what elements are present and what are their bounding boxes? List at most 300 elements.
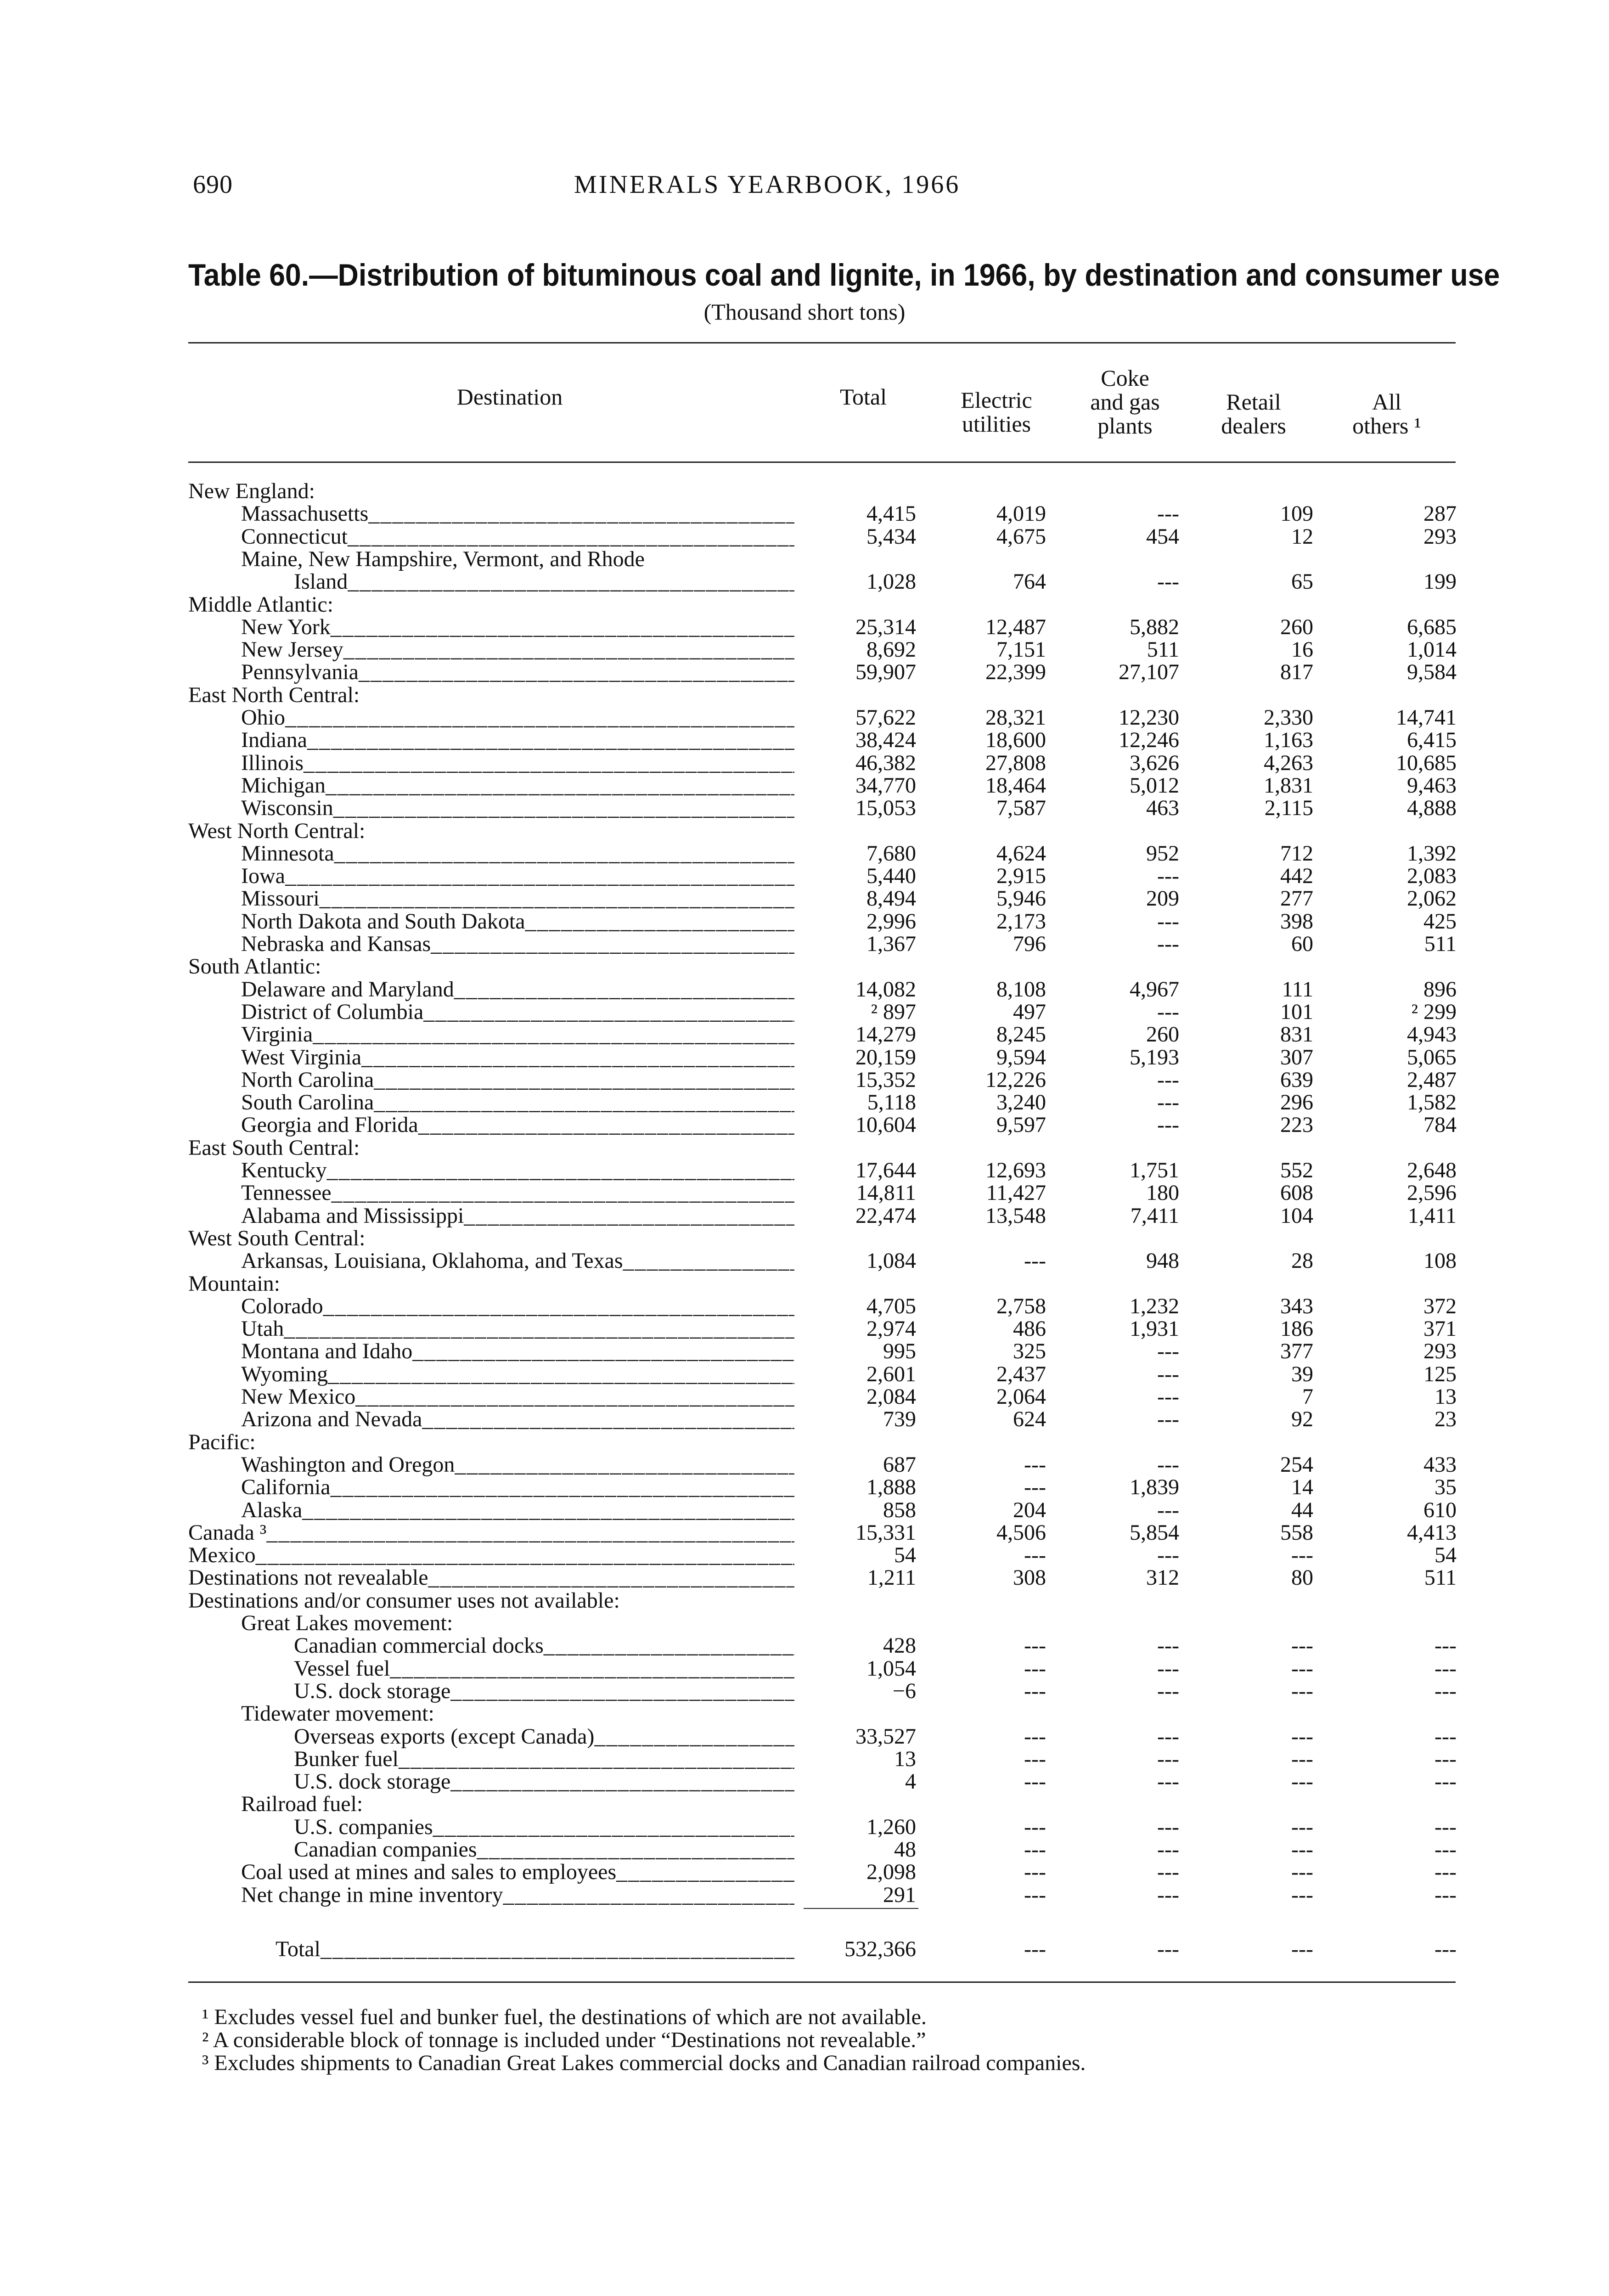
- table-row: [0, 1521, 1609, 1544]
- cell-retail: 12: [1291, 524, 1313, 549]
- cell-electric: 2,758: [996, 1294, 1046, 1318]
- cell-total: 8,692: [866, 637, 916, 662]
- table-row: [0, 1091, 1609, 1114]
- cell-retail: 101: [1280, 999, 1313, 1024]
- table-row: [0, 1634, 1609, 1657]
- cell-electric: ---: [1024, 1837, 1046, 1862]
- cell-total: 57,622: [855, 705, 916, 730]
- table-row: [0, 865, 1609, 888]
- cell-electric: ---: [1024, 1633, 1046, 1658]
- table-section-heading: [0, 1137, 1609, 1159]
- cell-total: 2,996: [866, 909, 916, 934]
- total-value: 532,366: [844, 1937, 916, 1961]
- cell-coke: ---: [1157, 1384, 1179, 1409]
- cell-others: 9,584: [1407, 660, 1457, 685]
- table-row: [0, 1476, 1609, 1499]
- row-label: Destinations not revealable _____: [188, 1566, 794, 1589]
- row-label: California _____: [241, 1476, 794, 1499]
- cell-coke: 1,232: [1130, 1294, 1179, 1318]
- cell-retail: 398: [1280, 909, 1313, 934]
- cell-retail: 1,831: [1264, 773, 1313, 798]
- col-coke-3: plants: [1097, 413, 1153, 439]
- cell-others: 287: [1423, 501, 1457, 526]
- cell-retail: ---: [1291, 1746, 1313, 1771]
- cell-retail: 712: [1280, 841, 1313, 866]
- row-label: Great Lakes movement:: [241, 1611, 453, 1635]
- cell-total: 1,260: [866, 1814, 916, 1839]
- cell-total: 34,770: [855, 773, 916, 798]
- cell-electric: ---: [1024, 1543, 1046, 1568]
- cell-coke: ---: [1157, 501, 1179, 526]
- cell-electric: 2,064: [996, 1384, 1046, 1409]
- table-row: [0, 1204, 1609, 1227]
- cell-others: 2,083: [1407, 864, 1457, 889]
- cell-others: 1,014: [1407, 637, 1457, 662]
- cell-others: ---: [1435, 1633, 1457, 1658]
- cell-retail: 277: [1280, 886, 1313, 911]
- table-section-heading: [0, 593, 1609, 616]
- footnote-2: ² A considerable block of tonnage is included under “Destinations not revealable.”: [202, 2028, 926, 2052]
- cell-total: 7,680: [866, 841, 916, 866]
- cell-coke: 312: [1146, 1565, 1179, 1590]
- cell-others: ---: [1435, 1882, 1457, 1907]
- cell-electric: 486: [1013, 1317, 1046, 1341]
- cell-coke: ---: [1157, 1497, 1179, 1522]
- cell-retail: ---: [1291, 1860, 1313, 1885]
- table-row: [0, 729, 1609, 752]
- row-label: Canada ³ _____: [188, 1521, 794, 1544]
- cell-others: 2,648: [1407, 1158, 1457, 1182]
- header-rule: [188, 461, 1456, 463]
- cell-others: 371: [1423, 1317, 1457, 1341]
- cell-coke: ---: [1157, 1837, 1179, 1862]
- cell-coke: ---: [1157, 1769, 1179, 1794]
- row-label: East South Central:: [188, 1135, 360, 1160]
- cell-others: 125: [1423, 1362, 1457, 1386]
- cell-total: 22,474: [855, 1203, 916, 1228]
- table-row: [0, 1884, 1609, 1907]
- cell-electric: 13,548: [985, 1203, 1046, 1228]
- row-label: Wisconsin _____: [241, 797, 794, 820]
- table-row: [0, 1023, 1609, 1046]
- table-row: [0, 1725, 1609, 1748]
- cell-coke: 5,193: [1130, 1045, 1179, 1069]
- table-section-heading: [0, 684, 1609, 707]
- table-row: [0, 1295, 1609, 1318]
- row-label: Pennsylvania _____: [241, 661, 794, 684]
- cell-retail: ---: [1291, 1656, 1313, 1681]
- cell-others: 896: [1423, 977, 1457, 1002]
- cell-retail: 92: [1291, 1407, 1313, 1432]
- cell-coke: ---: [1157, 909, 1179, 934]
- cell-coke: ---: [1157, 1678, 1179, 1703]
- cell-coke: 1,839: [1130, 1475, 1179, 1500]
- top-rule: [188, 342, 1456, 343]
- cell-coke: ---: [1157, 999, 1179, 1024]
- cell-total: 1,367: [866, 932, 916, 956]
- cell-electric: 18,464: [985, 773, 1046, 798]
- cell-electric: 624: [1013, 1407, 1046, 1432]
- table-section-heading: [0, 1793, 1609, 1816]
- row-label: Delaware and Maryland _____: [241, 978, 794, 1001]
- cell-total: 48: [894, 1837, 916, 1862]
- table-row: [0, 1680, 1609, 1703]
- total-row: [0, 1938, 1609, 1961]
- col-electric-2: utilities: [962, 411, 1031, 437]
- cell-others: ---: [1435, 1837, 1457, 1862]
- cell-coke: ---: [1157, 1067, 1179, 1092]
- row-label: Destinations and/or consumer uses not available:: [188, 1588, 620, 1613]
- row-label: West South Central:: [188, 1226, 366, 1250]
- cell-others: 6,685: [1407, 614, 1457, 639]
- cell-coke: ---: [1157, 569, 1179, 594]
- cell-electric: 8,245: [996, 1022, 1046, 1047]
- cell-retail: 260: [1280, 614, 1313, 639]
- cell-total: 14,811: [856, 1181, 916, 1205]
- row-label: Arkansas, Louisiana, Oklahoma, and Texas _____: [241, 1249, 794, 1272]
- cell-electric: 2,173: [996, 909, 1046, 934]
- row-label: Virginia _____: [241, 1023, 794, 1046]
- row-label: Illinois _____: [241, 752, 794, 775]
- cell-total: 15,053: [855, 796, 916, 821]
- cell-retail: 16: [1291, 637, 1313, 662]
- row-label: Alaska _____: [241, 1499, 794, 1522]
- row-label: Overseas exports (except Canada) _____: [294, 1725, 794, 1748]
- cell-coke: 209: [1146, 886, 1179, 911]
- cell-coke: 3,626: [1130, 750, 1179, 775]
- row-label: Arizona and Nevada _____: [241, 1408, 794, 1431]
- cell-retail: 60: [1291, 932, 1313, 956]
- cell-coke: ---: [1157, 1543, 1179, 1568]
- cell-coke: 5,012: [1130, 773, 1179, 798]
- cell-others: 1,411: [1407, 1203, 1457, 1228]
- cell-others: 5,065: [1407, 1045, 1457, 1069]
- table-row: [0, 910, 1609, 933]
- cell-coke: 27,107: [1119, 660, 1179, 685]
- cell-electric: 3,240: [996, 1090, 1046, 1115]
- cell-coke: 952: [1146, 841, 1179, 866]
- table-row: [0, 842, 1609, 865]
- cell-retail: 223: [1280, 1113, 1313, 1137]
- table-row: [0, 752, 1609, 775]
- table-row: [0, 1657, 1609, 1680]
- cell-coke: ---: [1157, 864, 1179, 889]
- cell-retail: 254: [1280, 1452, 1313, 1477]
- cell-retail: ---: [1291, 1814, 1313, 1839]
- cell-electric: 27,808: [985, 750, 1046, 775]
- cell-electric: 9,594: [996, 1045, 1046, 1069]
- cell-total: 17,644: [855, 1158, 916, 1182]
- cell-total: 15,352: [855, 1067, 916, 1092]
- cell-electric: 5,946: [996, 886, 1046, 911]
- table-row: [0, 887, 1609, 910]
- cell-electric: ---: [1024, 1678, 1046, 1703]
- cell-coke: ---: [1157, 1113, 1179, 1137]
- cell-retail: 817: [1280, 660, 1313, 685]
- cell-others: 2,062: [1407, 886, 1457, 911]
- cell-others: 1,392: [1407, 841, 1457, 866]
- cell-retail: ---: [1291, 1882, 1313, 1907]
- table-row: [0, 616, 1609, 639]
- cell-total: 739: [883, 1407, 916, 1432]
- cell-electric: 7,151: [996, 637, 1046, 662]
- cell-total: 4,415: [866, 501, 916, 526]
- cell-others: 14,741: [1396, 705, 1457, 730]
- running-title: MINERALS YEARBOOK, 1966: [574, 170, 961, 199]
- cell-total: −6: [892, 1678, 916, 1703]
- row-label: Pacific:: [188, 1429, 256, 1454]
- cell-electric: 22,399: [985, 660, 1046, 685]
- row-label: Connecticut _____: [241, 525, 794, 548]
- cell-electric: 4,675: [996, 524, 1046, 549]
- cell-others: 2,487: [1407, 1067, 1457, 1092]
- cell-others: 784: [1423, 1113, 1457, 1137]
- cell-others: 10,685: [1396, 750, 1457, 775]
- cell-electric: 4,019: [996, 501, 1046, 526]
- cell-others: 6,415: [1407, 728, 1457, 753]
- cell-coke: 454: [1146, 524, 1179, 549]
- cell-coke: ---: [1157, 1860, 1179, 1885]
- row-label: Michigan _____: [241, 774, 794, 797]
- total-coke: ---: [1157, 1937, 1179, 1961]
- cell-retail: 65: [1291, 569, 1313, 594]
- table-row: [0, 1408, 1609, 1431]
- table-row: [0, 502, 1609, 525]
- cell-total: 687: [883, 1452, 916, 1477]
- cell-others: 13: [1435, 1384, 1457, 1409]
- table-row: [0, 706, 1609, 729]
- table-section-heading: [0, 480, 1609, 503]
- cell-retail: ---: [1291, 1769, 1313, 1794]
- row-label: Tennessee _____: [241, 1182, 794, 1204]
- cell-electric: ---: [1024, 1769, 1046, 1794]
- cell-others: 293: [1423, 524, 1457, 549]
- row-label: Bunker fuel _____: [294, 1748, 794, 1771]
- row-label: Net change in mine inventory _____: [241, 1884, 794, 1907]
- footnote-1: ¹ Excludes vessel fuel and bunker fuel, the destinations of which are not available.: [202, 2005, 927, 2029]
- cell-total: 1,028: [866, 569, 916, 594]
- cell-retail: 104: [1280, 1203, 1313, 1228]
- col-others-2: others ¹: [1352, 413, 1421, 439]
- row-label: Vessel fuel _____: [294, 1657, 794, 1680]
- table-row: [0, 1544, 1609, 1567]
- cell-electric: 12,226: [985, 1067, 1046, 1092]
- row-label: New Mexico _____: [241, 1385, 794, 1408]
- table-row: [0, 570, 1609, 593]
- row-label: New Jersey _____: [241, 638, 794, 661]
- total-others: ---: [1435, 1937, 1457, 1961]
- table-row: [0, 1499, 1609, 1522]
- row-label: Minnesota _____: [241, 842, 794, 865]
- row-label: Canadian commercial docks _____: [294, 1634, 794, 1657]
- cell-coke: ---: [1157, 1633, 1179, 1658]
- cell-retail: 80: [1291, 1565, 1313, 1590]
- cell-coke: ---: [1157, 1656, 1179, 1681]
- cell-retail: ---: [1291, 1678, 1313, 1703]
- row-label: Kentucky _____: [241, 1159, 794, 1182]
- row-label: U.S. dock storage _____: [294, 1770, 794, 1793]
- table-section-heading: [0, 955, 1609, 978]
- cell-others: ---: [1435, 1656, 1457, 1681]
- row-label: U.S. companies _____: [294, 1816, 794, 1839]
- cell-electric: 204: [1013, 1497, 1046, 1522]
- cell-electric: 497: [1013, 999, 1046, 1024]
- cell-coke: 12,230: [1119, 705, 1179, 730]
- cell-electric: 4,506: [996, 1520, 1046, 1545]
- row-label: Nebraska and Kansas _____: [241, 933, 794, 956]
- table-section-heading: [0, 1431, 1609, 1454]
- row-label: Tidewater movement:: [241, 1701, 434, 1726]
- row-label: Mexico _____: [188, 1544, 794, 1567]
- table-row: [0, 1069, 1609, 1092]
- row-label: Maine, New Hampshire, Vermont, and Rhode: [241, 546, 645, 571]
- cell-others: 54: [1435, 1543, 1457, 1568]
- row-label: New England:: [188, 479, 315, 503]
- cell-coke: 7,411: [1130, 1203, 1179, 1228]
- col-electric-1: Electric: [961, 387, 1032, 413]
- cell-electric: ---: [1024, 1249, 1046, 1273]
- cell-electric: 4,624: [996, 841, 1046, 866]
- cell-total: 14,279: [855, 1022, 916, 1047]
- cell-total: 59,907: [855, 660, 916, 685]
- cell-coke: ---: [1157, 1724, 1179, 1749]
- cell-coke: 1,751: [1130, 1158, 1179, 1182]
- cell-electric: ---: [1024, 1656, 1046, 1681]
- col-retail-2: dealers: [1221, 413, 1286, 439]
- cell-total: 2,974: [866, 1317, 916, 1341]
- cell-others: ---: [1435, 1814, 1457, 1839]
- cell-total: 15,331: [855, 1520, 916, 1545]
- cell-coke: ---: [1157, 1339, 1179, 1364]
- cell-others: 35: [1435, 1475, 1457, 1500]
- row-label: Middle Atlantic:: [188, 592, 333, 617]
- cell-electric: 8,108: [996, 977, 1046, 1002]
- cell-total: 38,424: [855, 728, 916, 753]
- cell-total: 995: [883, 1339, 916, 1364]
- cell-electric: 7,587: [996, 796, 1046, 821]
- row-label: Railroad fuel:: [241, 1792, 363, 1817]
- table-row: [0, 1566, 1609, 1589]
- cell-total: 4,705: [866, 1294, 916, 1318]
- cell-others: 293: [1423, 1339, 1457, 1364]
- row-label: Canadian companies _____: [294, 1838, 794, 1861]
- row-label: South Carolina _____: [241, 1091, 794, 1114]
- cell-retail: 7: [1302, 1384, 1313, 1409]
- col-others-1: All: [1372, 389, 1401, 415]
- cell-retail: 186: [1280, 1317, 1313, 1341]
- cell-retail: 39: [1291, 1362, 1313, 1386]
- row-label: West North Central:: [188, 818, 366, 843]
- cell-retail: 296: [1280, 1090, 1313, 1115]
- cell-electric: 308: [1013, 1565, 1046, 1590]
- table-row: [0, 1046, 1609, 1069]
- cell-coke: ---: [1157, 1882, 1179, 1907]
- cell-electric: 2,437: [996, 1362, 1046, 1386]
- cell-others: ---: [1435, 1860, 1457, 1885]
- cell-electric: 2,915: [996, 864, 1046, 889]
- table-section-heading: [0, 1612, 1609, 1635]
- table-row: [0, 1385, 1609, 1408]
- cell-retail: 307: [1280, 1045, 1313, 1069]
- cell-others: 511: [1424, 932, 1457, 956]
- col-coke-2: and gas: [1090, 389, 1160, 415]
- cell-coke: 948: [1146, 1249, 1179, 1273]
- table-row: [0, 1317, 1609, 1340]
- cell-total: 8,494: [866, 886, 916, 911]
- cell-total: 1,211: [867, 1565, 916, 1590]
- table-section-heading: [0, 1272, 1609, 1295]
- cell-others: 9,463: [1407, 773, 1457, 798]
- cell-electric: ---: [1024, 1882, 1046, 1907]
- cell-retail: 442: [1280, 864, 1313, 889]
- cell-total: 1,888: [866, 1475, 916, 1500]
- row-label: Washington and Oregon _____: [241, 1453, 794, 1476]
- row-label: Massachusetts _____: [241, 502, 794, 525]
- cell-electric: 12,487: [985, 614, 1046, 639]
- cell-total: 858: [883, 1497, 916, 1522]
- cell-others: 4,943: [1407, 1022, 1457, 1047]
- footnote-3: ³ Excludes shipments to Canadian Great Lakes commercial docks and Canadian railroad companies.: [202, 2051, 1086, 2075]
- cell-coke: ---: [1157, 932, 1179, 956]
- page-number: 690: [193, 170, 233, 199]
- cell-total: 20,159: [855, 1045, 916, 1069]
- cell-total: 2,098: [866, 1860, 916, 1885]
- table-section-heading: [0, 1589, 1609, 1612]
- table-unit: (Thousand short tons): [703, 299, 906, 325]
- cell-others: ² 299: [1411, 999, 1457, 1024]
- cell-total: 10,604: [855, 1113, 916, 1137]
- row-label: Island _____: [294, 570, 794, 593]
- row-label: New York _____: [241, 616, 794, 639]
- cell-others: 1,582: [1407, 1090, 1457, 1115]
- cell-others: 372: [1423, 1294, 1457, 1318]
- cell-retail: 377: [1280, 1339, 1313, 1364]
- cell-coke: 180: [1146, 1181, 1179, 1205]
- cell-others: 108: [1423, 1249, 1457, 1273]
- cell-retail: 552: [1280, 1158, 1313, 1182]
- cell-total: 4: [905, 1769, 916, 1794]
- row-label: Coal used at mines and sales to employees _____: [241, 1861, 794, 1884]
- table-row: [0, 1249, 1609, 1272]
- cell-retail: 558: [1280, 1520, 1313, 1545]
- cell-others: 610: [1423, 1497, 1457, 1522]
- row-label: Ohio _____: [241, 706, 794, 729]
- cell-retail: 44: [1291, 1497, 1313, 1522]
- cell-total: 428: [883, 1633, 916, 1658]
- cell-retail: ---: [1291, 1724, 1313, 1749]
- cell-coke: ---: [1157, 1452, 1179, 1477]
- cell-total: 2,601: [866, 1362, 916, 1386]
- row-label: Iowa _____: [241, 865, 794, 888]
- cell-retail: 608: [1280, 1181, 1313, 1205]
- cell-total: 291: [883, 1882, 916, 1907]
- cell-coke: 511: [1147, 637, 1179, 662]
- cell-retail: 28: [1291, 1249, 1313, 1273]
- cell-others: 425: [1423, 909, 1457, 934]
- cell-total: 1,084: [866, 1249, 916, 1273]
- cell-others: ---: [1435, 1678, 1457, 1703]
- cell-others: 2,596: [1407, 1181, 1457, 1205]
- table-row: [0, 1816, 1609, 1839]
- cell-electric: 12,693: [985, 1158, 1046, 1182]
- row-label: South Atlantic:: [188, 954, 321, 979]
- cell-coke: 5,882: [1130, 614, 1179, 639]
- total-label: Total _____: [276, 1938, 794, 1961]
- col-total: Total: [839, 384, 887, 410]
- cell-others: ---: [1435, 1769, 1457, 1794]
- total-electric: ---: [1024, 1937, 1046, 1961]
- cell-coke: 4,967: [1130, 977, 1179, 1002]
